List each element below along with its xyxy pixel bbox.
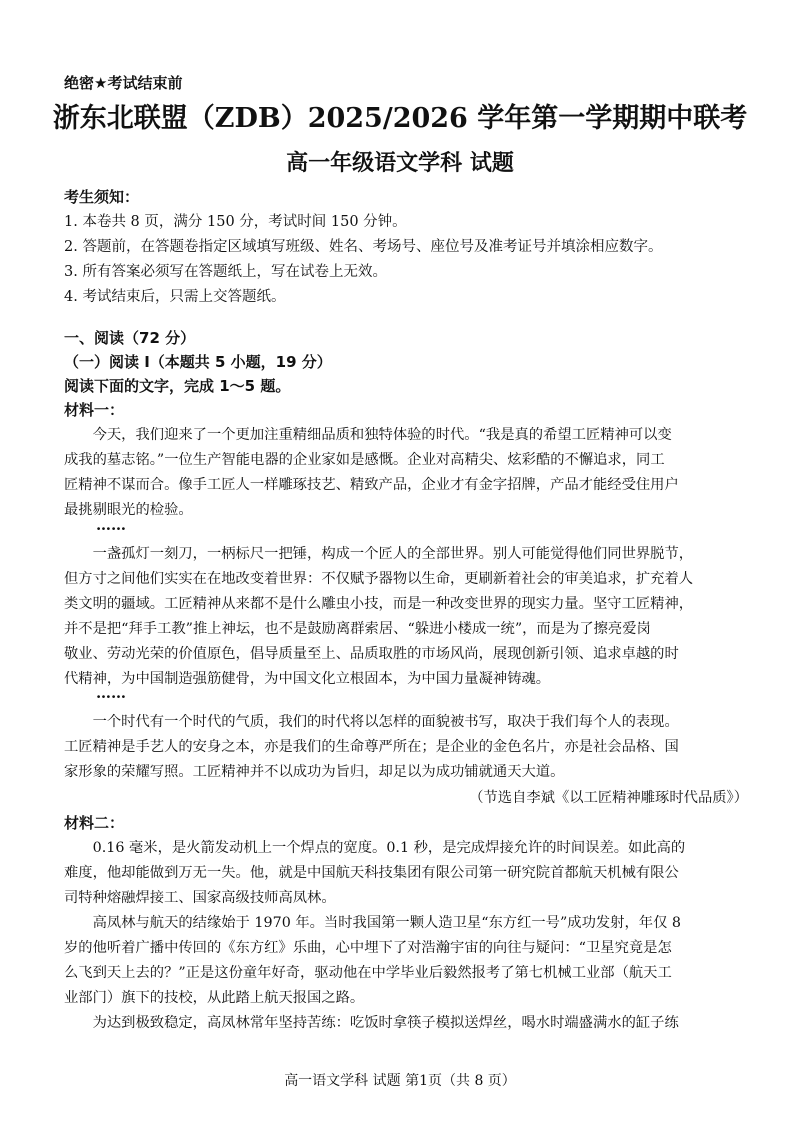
notice-item: 4. 考试结束后，只需上交答题纸。 [64, 289, 286, 305]
paragraph-line: 工匠精神是手艺人的安身之本，亦是我们的生命尊严所在；是企业的金色名片，亦是社会品格、国 [64, 739, 679, 755]
paragraph-line: 么飞到天上去的？”正是这份童年好奇，驱动他在中学毕业后毅然报考了第七机械工业部（航天工 [64, 965, 672, 981]
paragraph-line: 今天，我们迎来了一个更加注重精细品质和独特体验的时代。“我是真的希望工匠精神可以变 [64, 427, 672, 443]
paragraph-line: 并不是把“拜手工教”推上神坛，也不是鼓励离群索居、“躲进小楼成一统”，而是为了擦亮爱岗 [64, 621, 651, 637]
paragraph-line: 敬业、劳动光荣的价值原色，倡导质量至上、品质取胜的市场风尚，展现创新引领、追求卓越的时 [64, 646, 679, 662]
page-footer: 高一语文学科 试题 第1页（共 8 页） [284, 1073, 516, 1089]
paragraph-line: 0.16 毫米，是火箭发动机上一个焊点的宽度。0.1 秒，是完成焊接允许的时间误差。如此高的 [64, 840, 686, 856]
paragraph-line: 类文明的疆域。工匠精神从来都不是什么雕虫小技，而是一种改变世界的现实力量。坚守工匠精神， [64, 596, 694, 612]
paragraph-line: 但方寸之间他们实实在在地改变着世界：不仅赋予器物以生命，更刷新着社会的审美追求，扩充着人 [64, 571, 694, 587]
notice-item: 3. 所有答案必须写在答题纸上，写在试卷上无效。 [64, 264, 387, 280]
paragraph-line: 为达到极致稳定，高凤林常年坚持苦练：吃饭时拿筷子模拟送焊丝，喝水时端盛满水的缸子练 [64, 1015, 679, 1031]
paragraph-line: 最挑剔眼光的检验。 [64, 502, 193, 518]
paragraph-line: 高凤林与航天的结缘始于 1970 年。当时我国第一颗人造卫星“东方红一号”成功发射，年仅 8 [64, 915, 682, 931]
paragraph-line: 司特种熔融焊接工、国家高级技师高凤林。 [64, 890, 336, 906]
secret-mark: 绝密★考试结束前 [64, 74, 183, 92]
sub-heading: （一）阅读 I（本题共 5 小题，19 分） [64, 353, 332, 371]
material2-label: 材料二： [64, 814, 125, 832]
ellipsis: …… [96, 684, 126, 702]
notice-item: 1. 本卷共 8 页，满分 150 分，考试时间 150 分钟。 [64, 214, 407, 230]
paragraph-line: 代精神，为中国制造强筋健骨，为中国文化立根固本，为中国力量凝神铸魂。 [64, 671, 551, 687]
paragraph-line: 成我的墓志铭。”一位生产智能电器的企业家如是感慨。企业对高精尖、炫彩酷的不懈追求，同工 [64, 452, 665, 468]
paragraph-line: 一盏孤灯一刻刀，一柄标尺一把锤，构成一个匠人的全部世界。别人可能觉得他们同世界脱节， [64, 546, 694, 562]
material1-source: （节选自李斌《以工匠精神雕琢时代品质》） [469, 790, 748, 806]
paragraph-line: 一个时代有一个时代的气质，我们的时代将以怎样的面貌被书写，取决于我们每个人的表现。 [64, 714, 679, 730]
paragraph-line: 岁的他听着广播中传回的《东方红》乐曲，心中埋下了对浩瀚宇宙的向往与疑问：“卫星究竟是怎 [64, 940, 672, 956]
paragraph-line: 匠精神不谋而合。像手工匠人一样雕琢技艺、精致产品，企业才有金字招牌，产品才能经受住用户 [64, 477, 679, 493]
exam-title: 浙东北联盟（ZDB）2025/2026 学年第一学期期中联考 [52, 103, 748, 134]
part-heading: 一、阅读（72 分） [64, 329, 196, 347]
material1-label: 材料一： [64, 401, 125, 419]
paragraph-line: 家形象的荣耀写照。工匠精神并不以成功为旨归，却足以为成功铺就通天大道。 [64, 764, 565, 780]
notice-item: 2. 答题前，在答题卷指定区域填写班级、姓名、考场号、座位号及准考证号并填涂相应数字。 [64, 239, 663, 255]
instruction: 阅读下面的文字，完成 1～5 题。 [64, 377, 291, 395]
exam-subtitle: 高一年级语文学科 试题 [286, 150, 514, 176]
notice-heading: 考生须知： [64, 188, 140, 206]
ellipsis: …… [96, 516, 126, 534]
paragraph-line: 难度，他却能做到万无一失。他，就是中国航天科技集团有限公司第一研究院首都航天机械有限公 [64, 865, 679, 881]
paragraph-line: 业部门）旗下的技校，从此踏上航天报国之路。 [64, 990, 365, 1006]
